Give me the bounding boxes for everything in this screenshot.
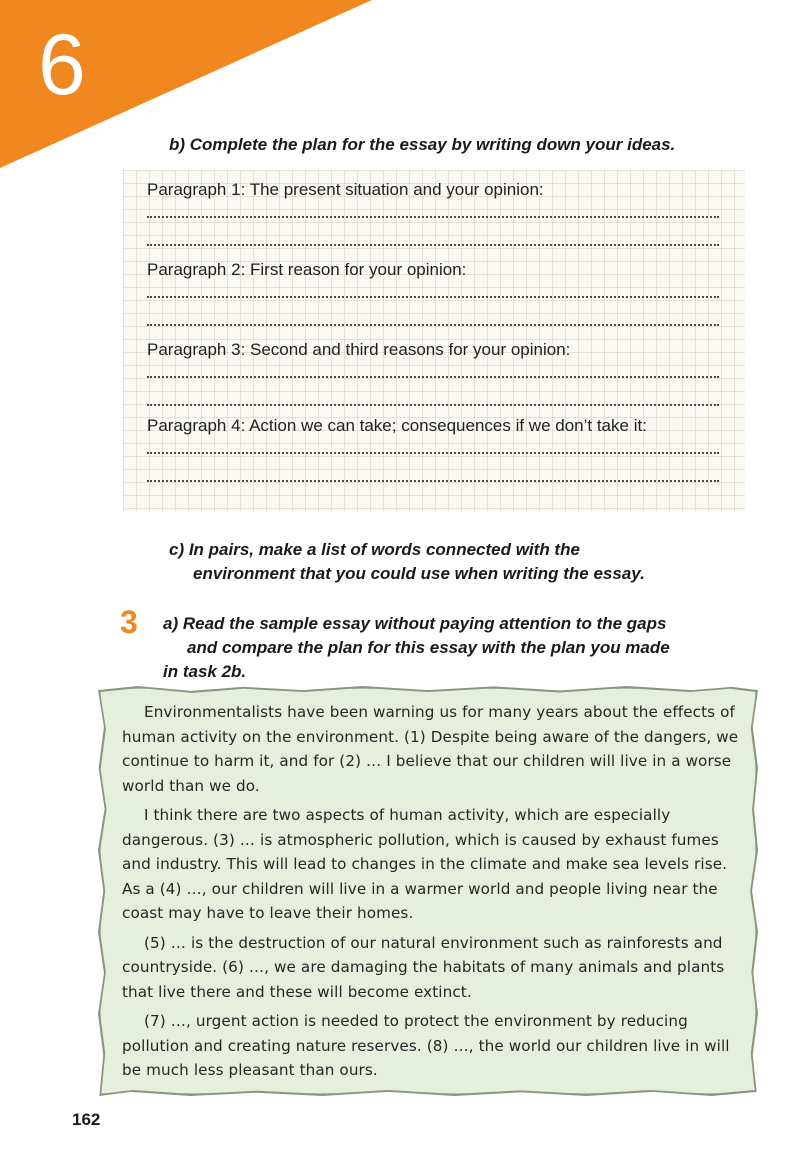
answer-line[interactable] bbox=[147, 375, 719, 378]
plan-paragraph-1 bbox=[147, 180, 727, 246]
instruction-b: b) Complete the plan for the essay by writing down your ideas. bbox=[169, 135, 676, 154]
instruction-3a-line-2: and compare the plan for this essay with the plan you made bbox=[187, 638, 670, 657]
plan-paragraph-2 bbox=[147, 260, 727, 326]
instruction-3a bbox=[163, 612, 753, 684]
instruction-c-line-2: environment that you could use when writing the essay. bbox=[193, 564, 645, 583]
answer-line[interactable] bbox=[147, 479, 719, 482]
answer-line[interactable] bbox=[147, 215, 719, 218]
task-number: 3 bbox=[120, 604, 138, 640]
answer-line[interactable] bbox=[147, 295, 719, 298]
plan-paragraph-label: Paragraph 4: Action we can take; consequences if we don’t take it: bbox=[147, 416, 647, 435]
plan-paragraph-label: Paragraph 1: The present situation and your opinion: bbox=[147, 180, 544, 199]
sample-essay bbox=[122, 700, 747, 1088]
instruction-c bbox=[169, 538, 729, 586]
plan-paragraph-label: Paragraph 2: First reason for your opinion: bbox=[147, 260, 467, 279]
essay-paragraph: Environmentalists have been warning us for many years about the effects of human activity on the environment. (1) Despite being aware of the dangers, we continue to harm it, and for (2) … I believe that our children will live in a worse world than we do. bbox=[122, 703, 739, 795]
answer-line[interactable] bbox=[147, 243, 719, 246]
plan-paragraph-4 bbox=[147, 416, 727, 482]
plan-paragraph-label: Paragraph 3: Second and third reasons for your opinion: bbox=[147, 340, 571, 359]
essay-paragraph: (7) …, urgent action is needed to protect the environment by reducing pollution and creating nature reserves. (8) …, the world our children live in will be much less pleasant than ours. bbox=[122, 1012, 730, 1079]
instruction-3a-line-1: a) Read the sample essay without paying attention to the gaps bbox=[163, 614, 667, 633]
plan-paragraph-3 bbox=[147, 340, 727, 406]
answer-line[interactable] bbox=[147, 403, 719, 406]
page-number: 162 bbox=[72, 1110, 101, 1129]
answer-line[interactable] bbox=[147, 323, 719, 326]
answer-line[interactable] bbox=[147, 451, 719, 454]
unit-number: 6 bbox=[38, 17, 86, 113]
essay-paragraph: (5) … is the destruction of our natural environment such as rainforests and countryside. (6) …, we are damaging the habitats of many animals and plants that live there and these will become extinct. bbox=[122, 933, 725, 1001]
essay-paragraph: I think there are two aspects of human activity, which are especially dangerous. (3) … is atmospheric pollution, which is caused by exhaust fumes and industry. This will lead to changes in the climate and make sea levels rise. As a (4) …, our children will live in a warmer world and people living near the coast may have to leave their homes. bbox=[122, 806, 728, 922]
instruction-3a-line-3: in task 2b. bbox=[163, 662, 247, 681]
instruction-c-line-1: c) In pairs, make a list of words connected with the bbox=[169, 540, 580, 559]
essay-plan-box bbox=[123, 170, 745, 511]
